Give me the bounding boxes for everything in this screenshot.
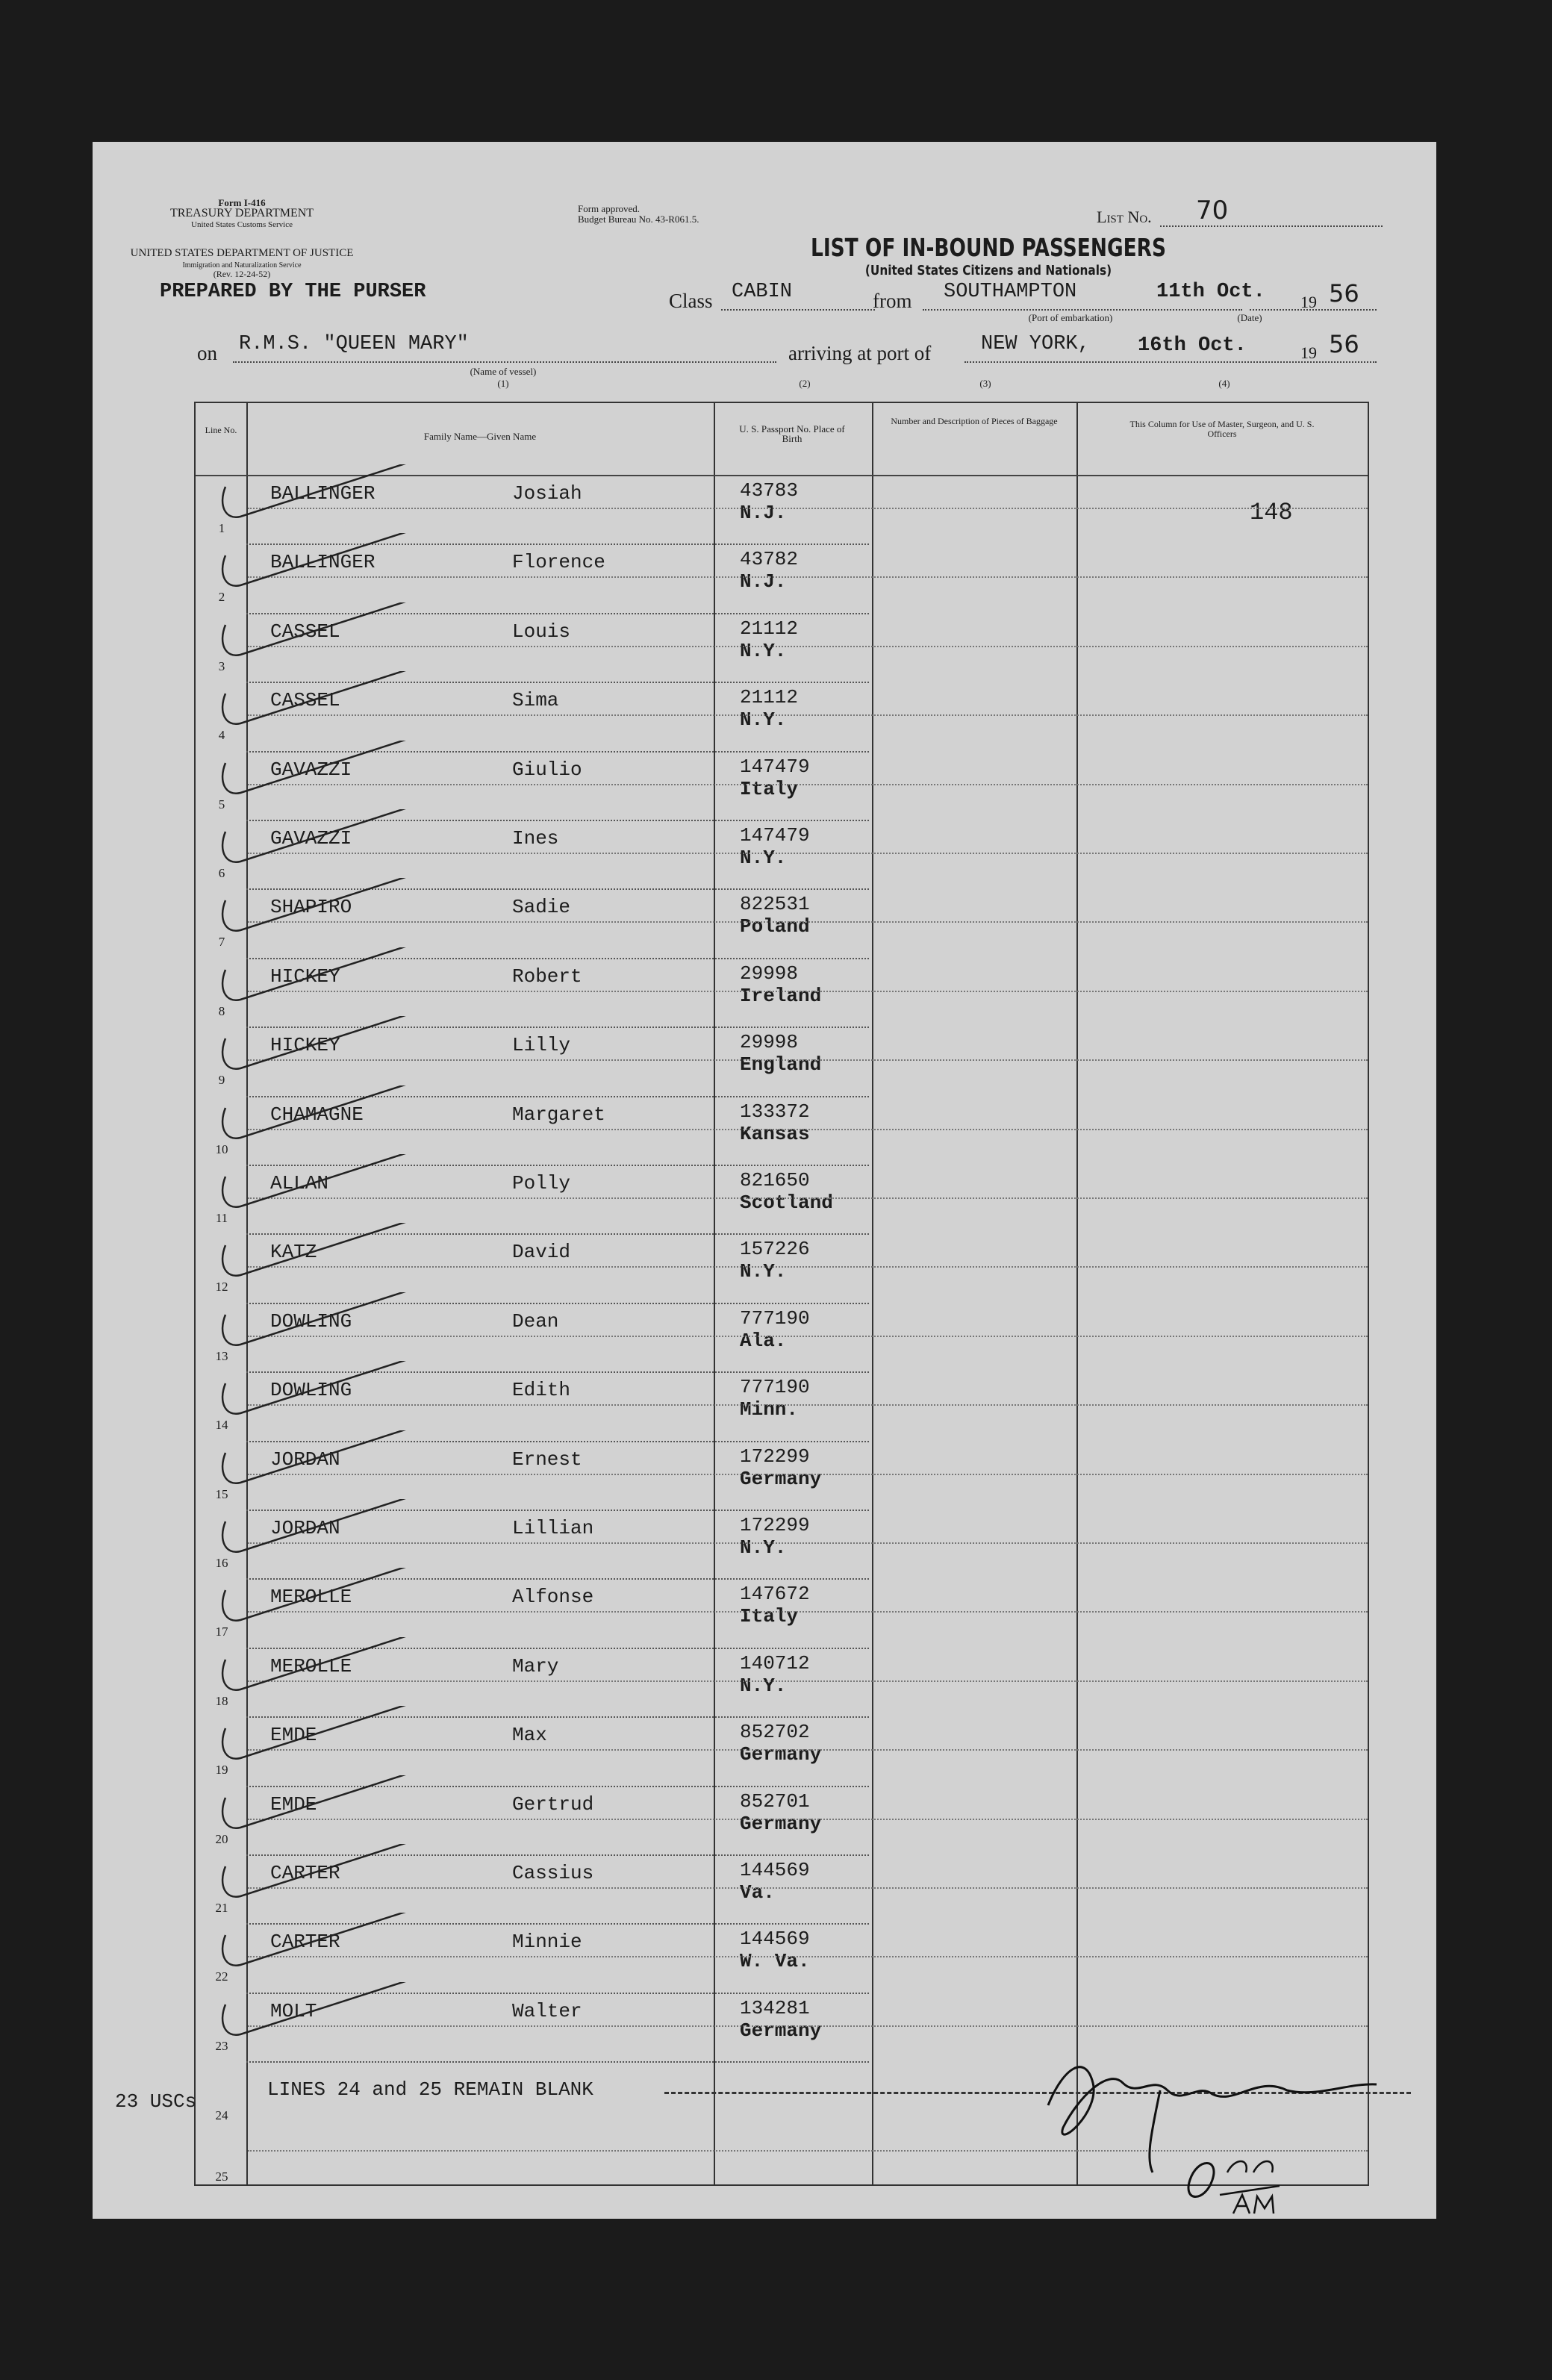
row-number: 14 [215, 1418, 228, 1433]
passport-number: 172299 [740, 1445, 810, 1468]
place-of-birth: N.Y. [740, 639, 787, 662]
given-name: Max [512, 1724, 547, 1747]
class-value: CABIN [732, 281, 793, 303]
passport-number: 777190 [740, 1376, 810, 1399]
place-of-birth: W. Va. [740, 1950, 810, 1973]
row-number: 2 [218, 590, 225, 605]
list-number: 70 [1196, 196, 1229, 225]
place-of-birth: Ireland [740, 984, 822, 1007]
family-name: HICKEY [270, 965, 340, 988]
col-num-3: (3) [979, 378, 991, 389]
on-label: on [197, 342, 217, 364]
immigration-service: Immigration and Naturalization Service [182, 261, 302, 270]
passport-number: 43782 [740, 548, 799, 571]
family-name: MEROLLE [270, 1654, 352, 1677]
given-name: Walter [512, 1999, 582, 2022]
header-line-no: Line No. [205, 425, 237, 435]
family-name: BALLINGER [270, 482, 375, 505]
family-name: MEROLLE [270, 1586, 352, 1609]
row-number: 10 [215, 1141, 228, 1156]
given-name: Lilly [512, 1034, 571, 1057]
arrival-date: 16th Oct. [1138, 334, 1247, 357]
vessel-name: R.M.S. "QUEEN MARY" [239, 333, 469, 355]
check-mark-icon [211, 1775, 464, 1850]
family-name: DOWLING [270, 1309, 352, 1333]
check-mark-icon [211, 1913, 464, 1987]
place-of-birth: N.J. [740, 570, 787, 594]
customs-service: United States Customs Service [191, 220, 293, 229]
embark-line [923, 309, 1242, 311]
justice-department: UNITED STATES DEPARTMENT OF JUSTICE [130, 247, 354, 259]
row-number: 9 [218, 1073, 225, 1088]
family-name: KATZ [270, 1241, 317, 1264]
family-name: EMDE [270, 1724, 317, 1747]
given-name: Sadie [512, 896, 571, 919]
family-name: GAVAZZI [270, 827, 352, 850]
family-name: DOWLING [270, 1379, 352, 1402]
given-name: Lillian [512, 1517, 594, 1539]
check-mark-icon [211, 1223, 464, 1298]
given-name: Minnie [512, 1931, 582, 1954]
page-subtitle: (United States Citizens and Nationals) [864, 263, 1112, 278]
col-num-4: (4) [1218, 378, 1230, 389]
passport-number: 147479 [740, 824, 810, 847]
class-label: Class [669, 290, 713, 312]
given-name: Mary [512, 1654, 559, 1677]
place-of-birth: England [740, 1053, 822, 1077]
place-of-birth: N.Y. [740, 1674, 787, 1697]
passport-number: 147479 [740, 755, 810, 778]
place-of-birth: N.Y. [740, 1260, 787, 1283]
passport-number: 29998 [740, 962, 799, 985]
header-baggage: Number and Description of Pieces of Baggage [891, 416, 1058, 426]
row-number: 4 [218, 728, 225, 743]
family-name: CASSEL [270, 689, 340, 712]
passport-number: 777190 [740, 1306, 810, 1330]
given-name: Alfonse [512, 1586, 594, 1609]
family-name: CASSEL [270, 620, 340, 643]
passport-number: 29998 [740, 1031, 799, 1054]
place-of-birth: Italy [740, 1605, 799, 1628]
place-of-birth: Poland [740, 915, 810, 938]
col-num-2: (2) [799, 378, 811, 389]
family-name: CARTER [270, 1862, 340, 1884]
vessel-line [233, 361, 776, 363]
place-of-birth: N.Y. [740, 847, 787, 869]
family-name: GAVAZZI [270, 758, 352, 781]
check-mark-icon [211, 1706, 464, 1781]
form-approved: Form approved. [578, 203, 641, 214]
place-of-birth: Kansas [740, 1122, 810, 1145]
row-number: 5 [218, 797, 225, 811]
family-name: EMDE [270, 1792, 317, 1816]
given-name: David [512, 1241, 571, 1264]
check-mark-icon [211, 1016, 464, 1091]
row-number: 23 [215, 2038, 228, 2053]
family-name: CHAMAGNE [270, 1103, 364, 1126]
check-mark-icon [211, 1637, 464, 1712]
place-of-birth: Germany [740, 1467, 822, 1490]
list-number-label: List No. [1097, 208, 1152, 226]
passport-number: 144569 [740, 1859, 810, 1881]
place-of-birth: Germany [740, 2019, 822, 2042]
check-mark-icon [211, 533, 464, 608]
given-name: Florence [512, 551, 605, 574]
check-mark-icon [211, 1844, 464, 1919]
revision-date: (Rev. 12-24-52) [213, 269, 271, 279]
departure-year: 56 [1329, 279, 1359, 308]
passport-number: 821650 [740, 1169, 810, 1191]
officer-note: 148 [1250, 499, 1293, 526]
check-mark-icon [211, 464, 464, 539]
col-num-1: (1) [497, 378, 509, 389]
passport-number: 140712 [740, 1651, 810, 1675]
given-name: Ines [512, 827, 559, 850]
row-number: 18 [215, 1693, 228, 1708]
passport-number: 43783 [740, 479, 799, 502]
row-number: 12 [215, 1280, 228, 1295]
row-number: 16 [215, 1556, 228, 1570]
passport-number: 822531 [740, 893, 810, 916]
place-of-birth: N.Y. [740, 708, 787, 732]
family-name: BALLINGER [270, 551, 375, 574]
given-name: Robert [512, 965, 582, 988]
check-mark-icon [211, 741, 464, 815]
place-of-birth: Germany [740, 1812, 822, 1835]
place-of-birth: Ala. [740, 1329, 787, 1352]
from-label: from [873, 290, 912, 312]
port-of-embarkation: SOUTHAMPTON [944, 281, 1077, 303]
given-name: Louis [512, 620, 571, 643]
passport-number: 157226 [740, 1238, 810, 1261]
check-mark-icon [211, 1568, 464, 1642]
row-number: 19 [215, 1763, 228, 1778]
row-number: 15 [215, 1486, 228, 1501]
class-line [721, 309, 875, 311]
check-mark-icon [211, 1982, 464, 2057]
row-number: 21 [215, 1901, 228, 1915]
arrival-year-prefix: 19 [1300, 343, 1317, 362]
header-passport: U. S. Passport No. Place of Birth [739, 423, 845, 444]
place-of-birth: N.J. [740, 502, 787, 524]
header-officers: This Column for Use of Master, Surgeon, and U. S. Officers [1129, 419, 1315, 439]
row-number: 24 [215, 2108, 228, 2122]
row-number: 20 [215, 1831, 228, 1846]
given-name: Margaret [512, 1103, 605, 1126]
uscs-count: 23 USCs [115, 2090, 197, 2113]
place-of-birth: Germany [740, 1743, 822, 1766]
check-mark-icon [211, 1154, 464, 1229]
departure-date: 11th Oct. [1156, 281, 1265, 303]
check-mark-icon [211, 1085, 464, 1160]
passport-number: 134281 [740, 1996, 810, 2019]
row-number: 17 [215, 1624, 228, 1639]
check-mark-icon [211, 947, 464, 1022]
passport-number: 133372 [740, 1100, 810, 1123]
family-name: MOLT [270, 1999, 317, 2022]
row-number: 13 [215, 1348, 228, 1363]
check-mark-icon [211, 1292, 464, 1367]
given-name: Ernest [512, 1448, 582, 1471]
family-name: ALLAN [270, 1172, 329, 1194]
passport-number: 852702 [740, 1721, 810, 1744]
check-mark-icon [211, 602, 464, 677]
row-number: 11 [215, 1211, 228, 1225]
passport-number: 21112 [740, 617, 799, 640]
blank-dash-line [664, 2092, 1411, 2094]
passenger-table [194, 402, 1369, 2186]
family-name: JORDAN [270, 1517, 340, 1539]
form-number: Form I-416 [218, 197, 266, 208]
row-number: 7 [218, 935, 225, 950]
date-caption: (Date) [1237, 312, 1262, 323]
check-mark-icon [211, 878, 464, 953]
row-number: 1 [218, 521, 225, 535]
arrival-year: 56 [1329, 330, 1359, 358]
vessel-caption: (Name of vessel) [470, 366, 537, 377]
header-name: Family Name—Given Name [423, 431, 537, 442]
check-mark-icon [211, 671, 464, 746]
check-mark-icon [211, 1499, 464, 1574]
passenger-list-page [93, 142, 1436, 2219]
given-name: Giulio [512, 758, 582, 781]
passport-number: 852701 [740, 1789, 810, 1813]
family-name: SHAPIRO [270, 896, 352, 919]
family-name: CARTER [270, 1931, 340, 1954]
passport-number: 144569 [740, 1928, 810, 1951]
row-number: 25 [215, 2169, 228, 2184]
row-number: 8 [218, 1003, 225, 1018]
embark-caption: (Port of embarkation) [1028, 312, 1113, 323]
place-of-birth: Scotland [740, 1191, 833, 1214]
place-of-birth: Italy [740, 777, 799, 800]
arriving-label: arriving at port of [788, 342, 932, 364]
given-name: Gertrud [512, 1792, 594, 1816]
given-name: Dean [512, 1309, 559, 1333]
passport-number: 172299 [740, 1514, 810, 1536]
list-number-line [1160, 225, 1383, 227]
page-title: LIST OF IN-BOUND PASSENGERS [811, 233, 1166, 262]
passport-number: 21112 [740, 686, 799, 709]
blank-lines-note: LINES 24 and 25 REMAIN BLANK [267, 2078, 593, 2101]
family-name: HICKEY [270, 1034, 340, 1057]
treasury-department: TREASURY DEPARTMENT [169, 207, 314, 219]
place-of-birth: N.Y. [740, 1536, 787, 1559]
given-name: Josiah [512, 482, 582, 505]
year-prefix: 19 [1300, 293, 1317, 311]
budget-bureau: Budget Bureau No. 43-R061.5. [578, 214, 699, 225]
row-number: 3 [218, 658, 225, 673]
place-of-birth: Va. [740, 1881, 775, 1904]
port-of-arrival: NEW YORK, [981, 333, 1090, 355]
place-of-birth: Minn. [740, 1398, 799, 1421]
check-mark-icon [211, 809, 464, 884]
family-name: JORDAN [270, 1448, 340, 1471]
check-mark-icon [211, 1430, 464, 1505]
given-name: Polly [512, 1172, 571, 1194]
row-number: 6 [218, 866, 225, 880]
row-number: 22 [215, 1969, 228, 1984]
given-name: Cassius [512, 1862, 594, 1884]
prepared-by: PREPARED BY THE PURSER [160, 281, 426, 303]
given-name: Edith [512, 1379, 571, 1402]
check-mark-icon [211, 1361, 464, 1436]
passport-number: 147672 [740, 1583, 810, 1606]
given-name: Sima [512, 689, 559, 712]
